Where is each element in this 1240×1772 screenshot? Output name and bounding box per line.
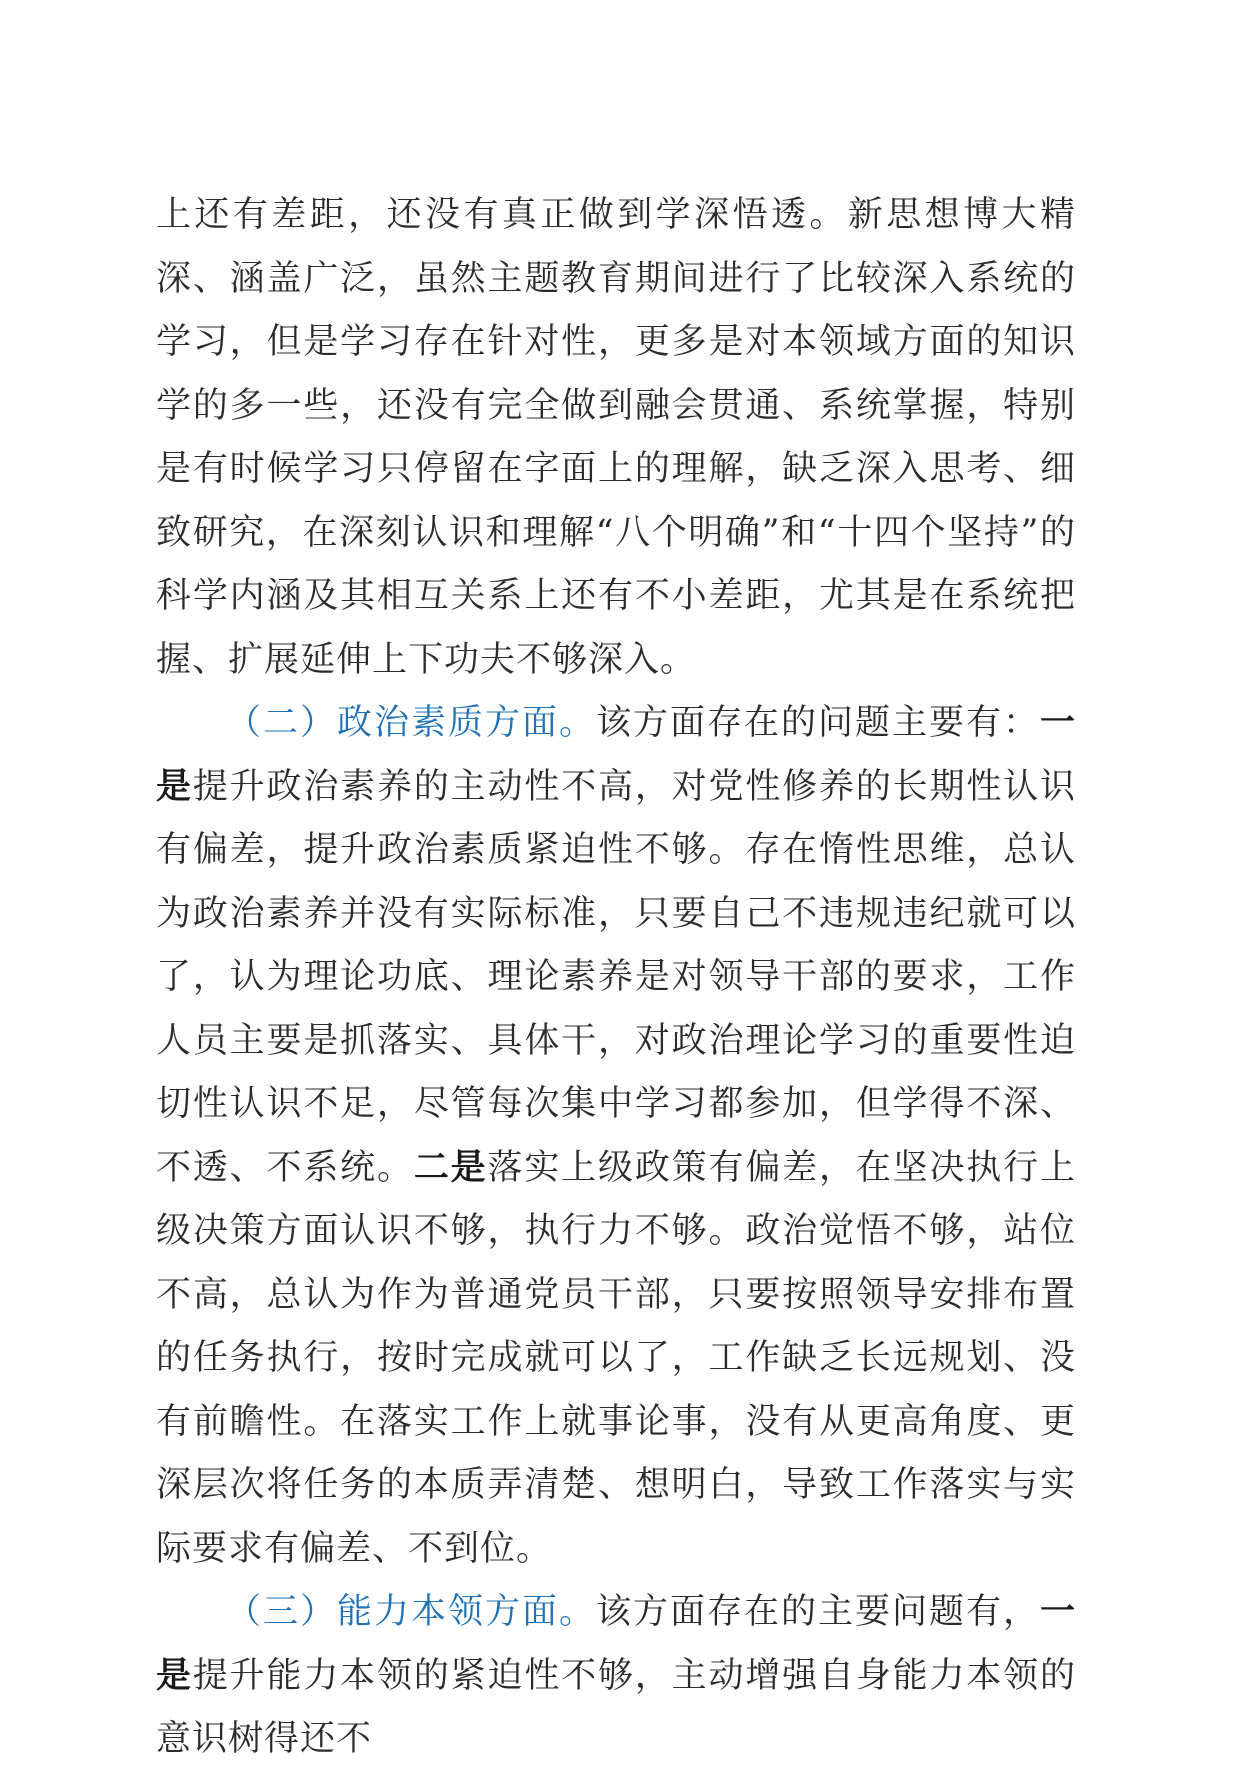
section-intro: 该方面存在的主要问题有，: [595, 1592, 1040, 1632]
section-heading-ability: （三）能力本领方面。: [226, 1592, 596, 1632]
paragraph-continuation: [156, 184, 1076, 692]
point-text-first: 提升能力本领的紧迫性不够，主动增强自身能力本领的意识树得还不: [156, 1655, 1076, 1759]
section-heading-political-quality: （二）政治素质方面。: [226, 703, 596, 743]
point-label-first: 一是: [156, 1592, 1076, 1696]
document-body: [156, 184, 1076, 1772]
point-text-first: 提升政治素养的主动性不高，对党性修养的长期性认识有偏差，提升政治素质紧迫性不够。存在惰性思维，总认为政治素养并没有实际标准，只要自己不违规违纪就可以了，认为理论功底、理论素养是对领导干部的要求，工作人员主要是抓落实、具体干，对政治理论学习的重要性迫切性认识不足，尽管每次集中学习都参加，但学得不深、不透、不系统。: [156, 766, 1076, 1188]
section-intro: 该方面存在的问题主要有：: [595, 703, 1040, 743]
point-label-second: 二是: [413, 1147, 488, 1188]
paragraph-text: 上还有差距，还没有真正做到学深悟透。新思想博大精深、涵盖广泛，虽然主题教育期间进行了比较深入系统的学习，但是学习存在针对性，更多是对本领域方面的知识学的多一些，还没有完全做到融会贯通、系统掌握，特别是有时候学习只停留在字面上的理解，缺乏深入思考、细致研究，在深刻认识和理解“八个明确”和“十四个坚持”的科学内涵及其相互关系上还有不小差距，尤其是在系统把握、扩展延伸上下功夫不够深入。: [156, 195, 1076, 680]
point-label-first: 一是: [156, 703, 1076, 807]
section-political-quality: [156, 692, 1076, 1581]
section-ability: [156, 1581, 1076, 1772]
point-text-second: 落实上级政策有偏差，在坚决执行上级决策方面认识不够，执行力不够。政治觉悟不够，站位不高，总认为作为普通党员干部，只要按照领导安排布置的任务执行，按时完成就可以了，工作缺乏长远规划、没有前瞻性。在落实工作上就事论事，没有从更高角度、更深层次将任务的本质弄清楚、想明白，导致工作落实与实际要求有偏差、不到位。: [156, 1147, 1076, 1569]
